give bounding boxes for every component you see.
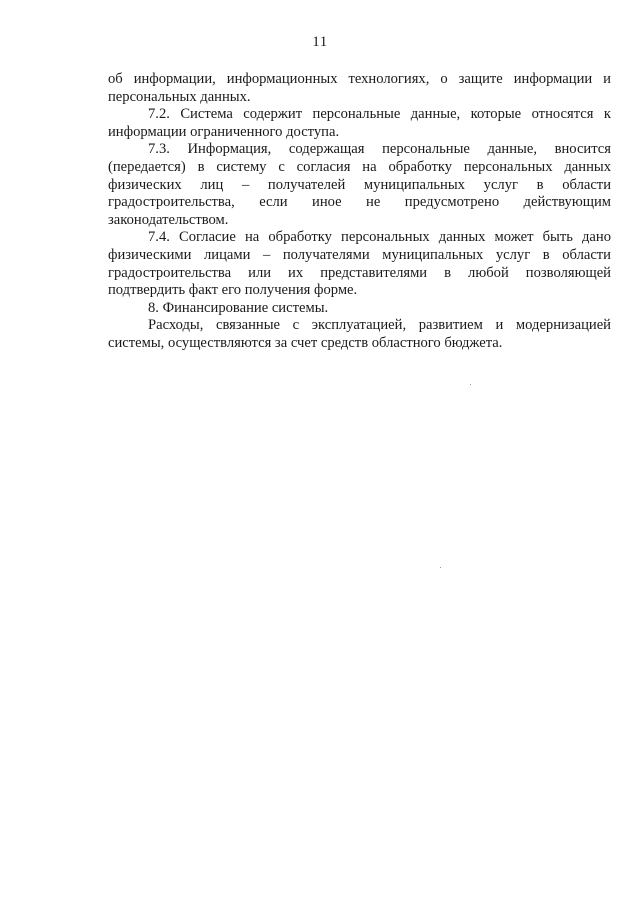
- document-body: [108, 71, 611, 353]
- scan-speck: [470, 384, 471, 385]
- paragraph-7-2: 7.2. Система содержит персональные данные, которые относятся к информации ограниченного доступа.: [108, 106, 611, 140]
- page-number: 11: [312, 34, 328, 50]
- section-8-heading: 8. Финансирование системы.: [148, 299, 329, 316]
- paragraph-8-financing: Расходы, связанные с эксплуатацией, развитием и модернизацией системы, осуществляются за счет средств областного бюджета.: [108, 317, 611, 351]
- paragraph-7-4: 7.4. Согласие на обработку персональных данных может быть дано физическими лицами – получателями муниципальных услуг в области градостроительства или их представителями в любой позволяющей подтвердить факт его получения форме.: [108, 229, 611, 299]
- scan-speck: [440, 567, 441, 568]
- paragraph-info-protection-end: об информации, информационных технологиях, о защите информации и персональных данных.: [108, 71, 611, 105]
- paragraph-7-3: 7.3. Информация, содержащая персональные данные, вносится (передается) в систему с согласия на обработку персональных данных физических лиц – получателей муниципальных услуг в области градостроительства, если иное не предусмотрено действующим законодательством.: [108, 141, 611, 228]
